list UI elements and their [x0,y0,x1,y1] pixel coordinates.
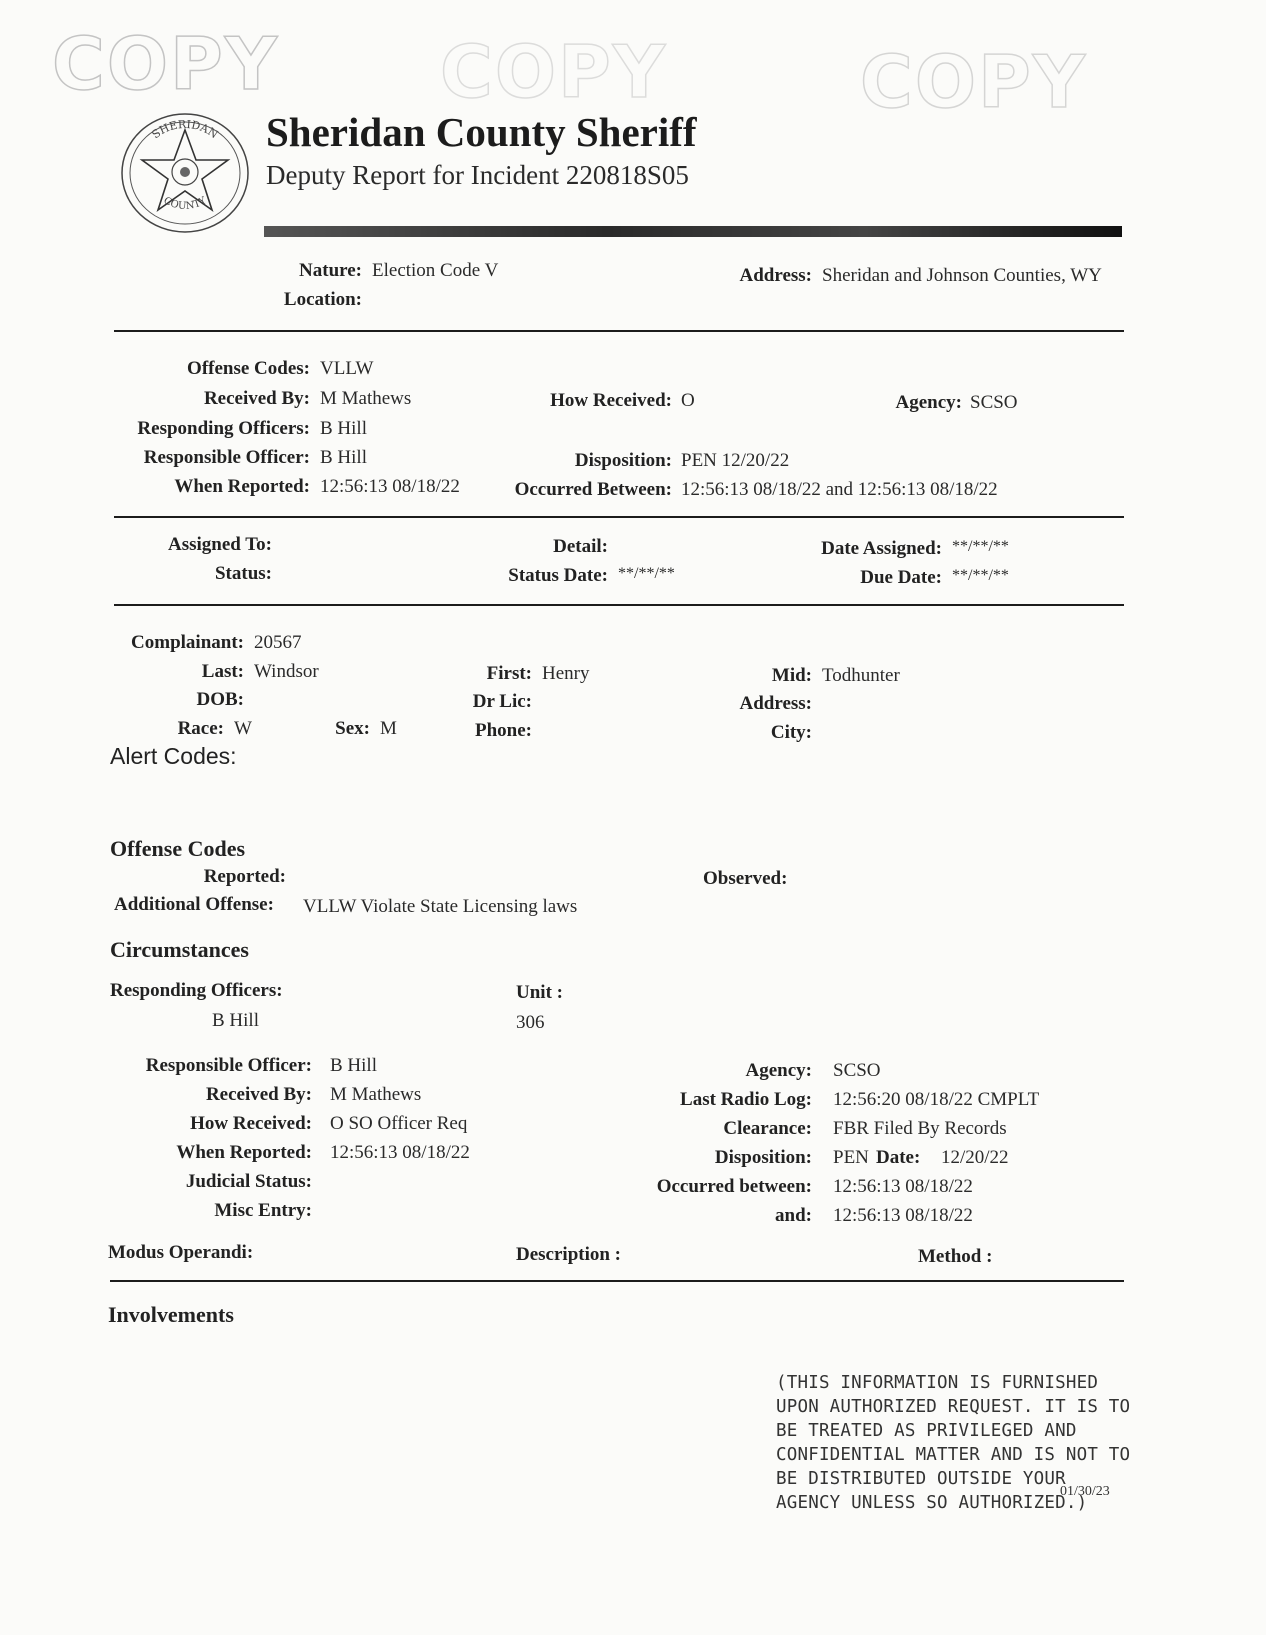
report-subtitle: Deputy Report for Incident 220818S05 [266,160,689,190]
status-label: Status: [214,563,272,584]
unit-value: 306 [516,1012,545,1033]
circ-responding-officer-value: B Hill [212,1010,259,1031]
copy-stamp: COPY [440,30,667,114]
circ-when-reported-value: 12:56:13 08/18/22 [330,1142,470,1163]
circ-agency-value: SCSO [833,1060,881,1081]
race-label: Race: [177,718,224,739]
circ-when-reported-label: When Reported: [176,1142,312,1163]
offense-codes-label: Offense Codes: [187,358,310,379]
circ-responding-officers-label: Responding Officers: [110,980,283,1001]
reported-label: Reported: [203,866,286,887]
unit-label: Unit : [516,982,563,1003]
disposition-date-label: Date: [876,1147,921,1168]
dob-label: DOB: [196,689,244,710]
circ-agency-label: Agency: [745,1060,812,1081]
divider [110,1280,1124,1282]
complainant-label: Complainant: [131,632,244,653]
misc-entry-label: Misc Entry: [214,1200,312,1221]
disposition-value: PEN 12/20/22 [681,450,790,471]
occurred-between-value: 12:56:13 08/18/22 and 12:56:13 08/18/22 [681,479,998,500]
how-received-value: O [681,390,695,411]
date-assigned-label: Date Assigned: [821,538,942,559]
location-label: Location: [283,289,362,310]
when-reported-label: When Reported: [174,476,310,497]
due-date-value: **/**/** [952,567,1009,584]
how-received-label: How Received: [550,390,672,411]
responsible-officer-label: Responsible Officer: [143,447,310,468]
phone-label: Phone: [475,720,532,741]
last-radio-log-label: Last Radio Log: [680,1089,812,1110]
divider [114,330,1124,332]
observed-label: Observed: [703,868,788,889]
alert-codes-heading: Alert Codes: [110,743,237,769]
sheriff-seal-icon [118,110,252,236]
first-name-value: Henry [542,663,590,684]
middle-name-label: Mid: [771,665,812,686]
offense-codes-heading: Offense Codes [110,836,246,861]
address-label: Address: [739,265,812,286]
svg-text:COUNTY: COUNTY [161,195,209,212]
assigned-to-label: Assigned To: [167,534,272,555]
city-label: City: [770,722,812,743]
agency-label: Agency: [895,392,962,413]
confidentiality-notice: (THIS INFORMATION IS FURNISHED UPON AUTHORIZED REQUEST. IT IS TO BE TREATED AS PRIVILEGED AND CONFIDENTIAL MATTER AND IS NOT TO BE DISTRIBUTED OUTSIDE YOUR AGENCY UNLESS SO AUTHORIZED.) [776,1373,1131,1513]
header-bar [264,226,1122,237]
circ-occurred-between-value: 12:56:13 08/18/22 [833,1176,973,1197]
circ-disposition-label: Disposition: [714,1147,812,1168]
circ-responsible-officer-label: Responsible Officer: [145,1055,312,1076]
circumstances-heading: Circumstances [110,937,249,962]
sex-value: M [380,718,397,739]
additional-offense-value: VLLW Violate State Licensing laws [303,896,578,917]
occurred-between-label: Occurred Between: [514,479,672,500]
judicial-status-label: Judicial Status: [185,1171,312,1192]
copy-stamp: COPY [860,40,1087,124]
responding-officers-value: B Hill [320,418,367,439]
address-value: Sheridan and Johnson Counties, WY [822,265,1102,286]
clearance-label: Clearance: [723,1118,812,1139]
disposition-label: Disposition: [574,450,672,471]
drivers-license-label: Dr Lic: [472,691,532,712]
circ-responsible-officer-value: B Hill [330,1055,377,1076]
status-date-value: **/**/** [618,565,675,582]
copy-stamp: COPY [52,22,279,106]
print-date: 01/30/23 [1060,1484,1110,1499]
additional-offense-label: Additional Offense: [114,894,274,915]
circ-and-label: and: [775,1205,812,1226]
detail-label: Detail: [553,536,608,557]
nature-label: Nature: [299,260,362,281]
involvements-heading: Involvements [108,1302,234,1327]
modus-operandi-label: Modus Operandi: [108,1242,254,1263]
disposition-date-value: 12/20/22 [941,1147,1009,1168]
complainant-value: 20567 [254,632,302,653]
complainant-address-label: Address: [739,693,812,714]
circ-and-value: 12:56:13 08/18/22 [833,1205,973,1226]
agency-value: SCSO [970,392,1018,413]
date-assigned-value: **/**/** [952,538,1009,555]
status-date-label: Status Date: [508,565,608,586]
when-reported-value: 12:56:13 08/18/22 [320,476,460,497]
circ-received-by-label: Received By: [205,1084,312,1105]
divider [114,604,1124,606]
description-label: Description : [516,1244,622,1265]
svg-text:SHERIDAN: SHERIDAN [149,117,221,142]
circ-disposition-value: PEN [833,1147,869,1168]
responding-officers-label: Responding Officers: [137,418,310,439]
middle-name-value: Todhunter [822,665,900,686]
due-date-label: Due Date: [860,567,942,588]
sex-label: Sex: [335,718,370,739]
offense-codes-value: VLLW [320,358,374,379]
last-radio-log-value: 12:56:20 08/18/22 CMPLT [833,1089,1040,1110]
received-by-value: M Mathews [320,388,412,409]
nature-value: Election Code V [372,260,499,281]
divider [114,516,1124,518]
clearance-value: FBR Filed By Records [833,1118,1007,1139]
circ-how-received-value: O SO Officer Req [330,1113,468,1134]
last-name-label: Last: [201,661,244,682]
method-label: Method : [918,1246,993,1267]
circ-occurred-between-label: Occurred between: [656,1176,812,1197]
circ-received-by-value: M Mathews [330,1084,422,1105]
responsible-officer-value: B Hill [320,447,367,468]
received-by-label: Received By: [203,388,310,409]
report-title: Sheridan County Sheriff [266,109,697,155]
last-name-value: Windsor [254,661,319,682]
race-value: W [234,718,252,739]
first-name-label: First: [486,663,532,684]
circ-how-received-label: How Received: [190,1113,312,1134]
